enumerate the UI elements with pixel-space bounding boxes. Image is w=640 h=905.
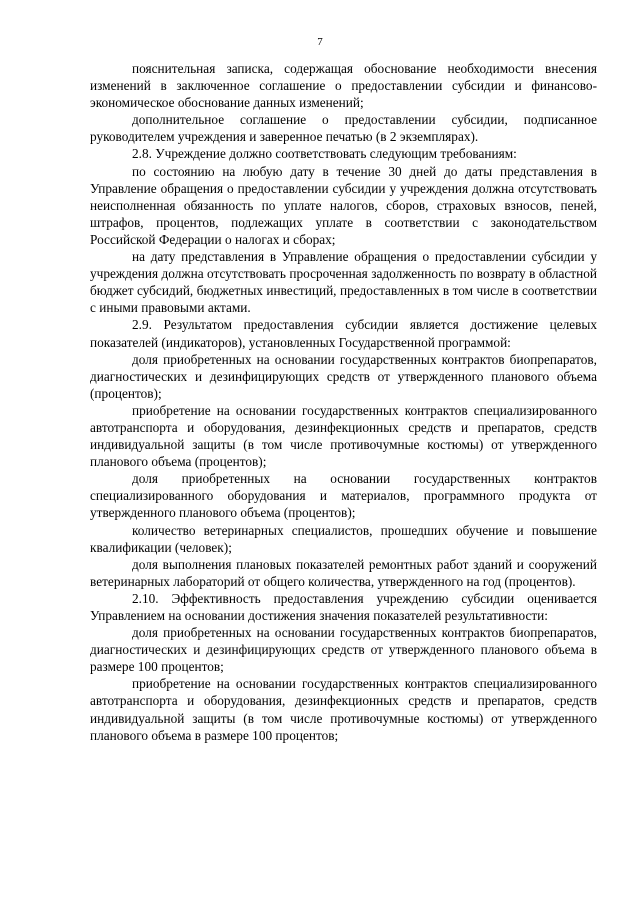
paragraph: приобретение на основании государственных контрактов специализированного автотранспорта и оборудования, дезинфекционных средств и препаратов, средств индивидуальной защиты (в том числе противочумные костюмы) от утвержденного планового объема в размере 100 процентов; <box>90 676 597 743</box>
paragraph: дополнительное соглашение о предоставлении субсидии, подписанное руководителем учреждения и заверенное печатью (в 2 экземплярах). <box>90 112 597 145</box>
paragraph: 2.10. Эффективность предоставления учреждению субсидии оценивается Управлением на основании достижения значения показателей результативности: <box>90 590 597 623</box>
body-text <box>90 60 597 744</box>
page-number: 7 <box>317 36 323 48</box>
paragraph: доля приобретенных на основании государственных контрактов биопрепаратов, диагностических и дезинфицирующих средств от утвержденного планового объема в размере 100 процентов; <box>90 625 597 675</box>
paragraph: приобретение на основании государственных контрактов специализированного автотранспорта и оборудования, дезинфекционных средств и препаратов, средств индивидуальной защиты (в том числе противочумные костюмы) от утвержденного планового объема (процентов); <box>90 402 597 470</box>
paragraph: пояснительная записка, содержащая обоснование необходимости внесения изменений в заключенное соглашение о предоставлении субсидии и финансово-экономическое обоснование данных изменений; <box>90 61 597 111</box>
paragraph: на дату представления в Управление обращения о предоставлении субсидии у учреждения должна отсутствовать просроченная задолженность по возврату в областной бюджет субсидий, бюджетных инвестиций, предоставленных в том числе в соответствии с иными правовыми актами. <box>90 249 597 316</box>
paragraph: доля приобретенных на основании государственных контрактов специализированного оборудования и материалов, программного продукта от утвержденного планового объема (процентов); <box>90 471 597 521</box>
paragraph: по состоянию на любую дату в течение 30 дней до даты представления в Управление обращения о предоставлении субсидии у учреждения должна отсутствовать неисполненная обязанность по уплате налогов, сборов, страховых взносов, пеней, штрафов, процентов, подлежащих уплате в соответствии с законодательством Российской Федерации о налогах и сборах; <box>90 163 597 247</box>
paragraph: количество ветеринарных специалистов, прошедших обучение и повышение квалификации (человек); <box>90 522 597 555</box>
paragraph: 2.8. Учреждение должно соответствовать следующим требованиям: <box>132 146 517 162</box>
paragraph: доля выполнения плановых показателей ремонтных работ зданий и сооружений ветеринарных лабораторий от общего количества, утвержденного на год (процентов). <box>90 556 597 589</box>
paragraph: доля приобретенных на основании государственных контрактов биопрепаратов, диагностических и дезинфицирующих средств от утвержденного планового объема (процентов); <box>90 351 597 401</box>
paragraph: 2.9. Результатом предоставления субсидии является достижение целевых показателей (индикаторов), установленных Государственной программой: <box>90 317 597 350</box>
